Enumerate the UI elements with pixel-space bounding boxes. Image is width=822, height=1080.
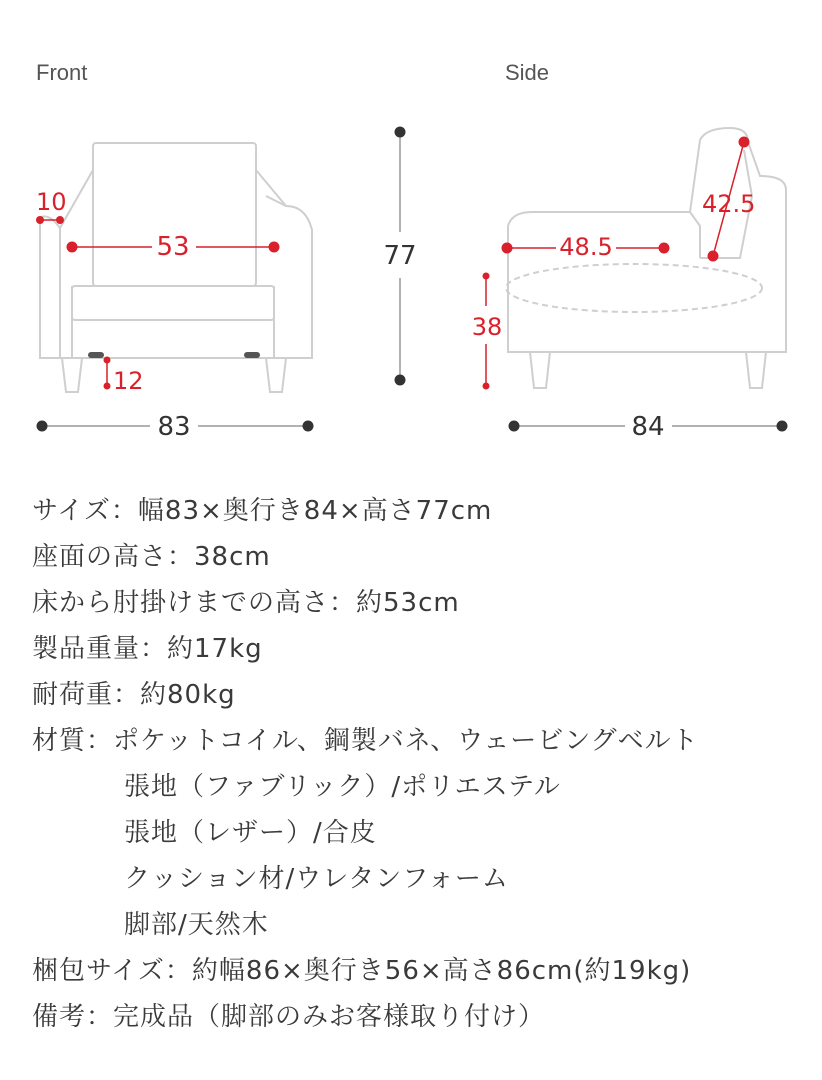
armrest-dim-point xyxy=(56,216,64,224)
seat-width-dim-point xyxy=(67,242,78,253)
front-view-chair xyxy=(40,143,312,392)
specifications-list xyxy=(32,488,699,1040)
total-height-dim-point xyxy=(395,127,406,138)
back-height-dim-point xyxy=(708,251,719,262)
seat-height-dim-point xyxy=(483,383,490,390)
side-view-label: Side xyxy=(505,60,550,85)
front-body-outline xyxy=(40,196,312,358)
seat-width-dim-point xyxy=(269,242,280,253)
spec-material-fabric: 張地（ファブリック）/ポリエステル xyxy=(124,772,561,802)
side-seat-cushion xyxy=(506,264,762,312)
side-seat-height-text: 38 xyxy=(471,313,503,341)
total-height-text: 77 xyxy=(383,241,417,271)
spec-material-legs: 脚部/天然木 xyxy=(124,910,269,940)
armrest-dim-point xyxy=(36,216,44,224)
spec-package-size: 梱包サイズ：約幅86×奥行き56×高さ86cm(約19kg) xyxy=(32,956,692,986)
side-view-chair xyxy=(506,128,786,388)
side-leg-front xyxy=(530,352,550,388)
front-view-label: Front xyxy=(36,60,88,85)
leg-height-dim-point xyxy=(104,357,111,364)
total-height-dim-point xyxy=(395,375,406,386)
total-depth-dim-point xyxy=(777,421,788,432)
total-height-dimension xyxy=(383,127,416,386)
seat-depth-dim-point xyxy=(502,243,513,254)
spec-load-capacity: 耐荷重：約80kg xyxy=(32,680,236,710)
spec-material-cushion: クッション材/ウレタンフォーム xyxy=(124,864,509,894)
front-leg-height-text: 12 xyxy=(113,367,144,395)
dimension-diagram xyxy=(0,0,822,460)
side-total-depth-text: 84 xyxy=(631,412,665,442)
side-back-height-text: 42.5 xyxy=(702,190,756,218)
front-armrest-width-text: 10 xyxy=(36,188,67,216)
front-seat-width-text: 53 xyxy=(156,232,190,262)
side-seat-height-dimension xyxy=(472,273,503,390)
spec-size: サイズ：幅83×奥行き84×高さ77cm xyxy=(32,496,493,526)
front-total-width-dimension xyxy=(37,412,314,442)
spec-notes: 備考：完成品（脚部のみお客様取り付け） xyxy=(32,1002,546,1032)
leg-height-dim-point xyxy=(104,383,111,390)
side-seat-depth-text: 48.5 xyxy=(559,233,613,261)
front-seat-cushion xyxy=(72,286,274,320)
side-leg-back xyxy=(746,352,766,388)
front-leg-height-dimension xyxy=(104,357,144,396)
spec-material: 材質：ポケットコイル、鋼製バネ、ウェービングベルト xyxy=(32,726,699,756)
front-backrest xyxy=(93,143,256,286)
total-width-dim-point xyxy=(37,421,48,432)
side-total-depth-dimension xyxy=(509,412,788,442)
spec-seat-height: 座面の高さ：38cm xyxy=(32,542,271,572)
spec-armrest-height: 床から肘掛けまでの高さ：約53cm xyxy=(32,588,460,618)
seat-depth-dim-point xyxy=(659,243,670,254)
total-depth-dim-point xyxy=(509,421,520,432)
spec-material-leather: 張地（レザー）/合皮 xyxy=(124,818,377,848)
front-leg-left xyxy=(62,358,82,392)
front-leg-right xyxy=(266,358,286,392)
total-width-dim-point xyxy=(303,421,314,432)
front-total-width-text: 83 xyxy=(157,412,191,442)
back-height-dim-point xyxy=(739,137,750,148)
side-back-height-dimension xyxy=(702,137,755,262)
front-seat-width-dimension xyxy=(67,232,280,262)
seat-height-dim-point xyxy=(483,273,490,280)
spec-weight: 製品重量：約17kg xyxy=(32,634,263,664)
side-seat-depth-dimension xyxy=(502,233,670,261)
